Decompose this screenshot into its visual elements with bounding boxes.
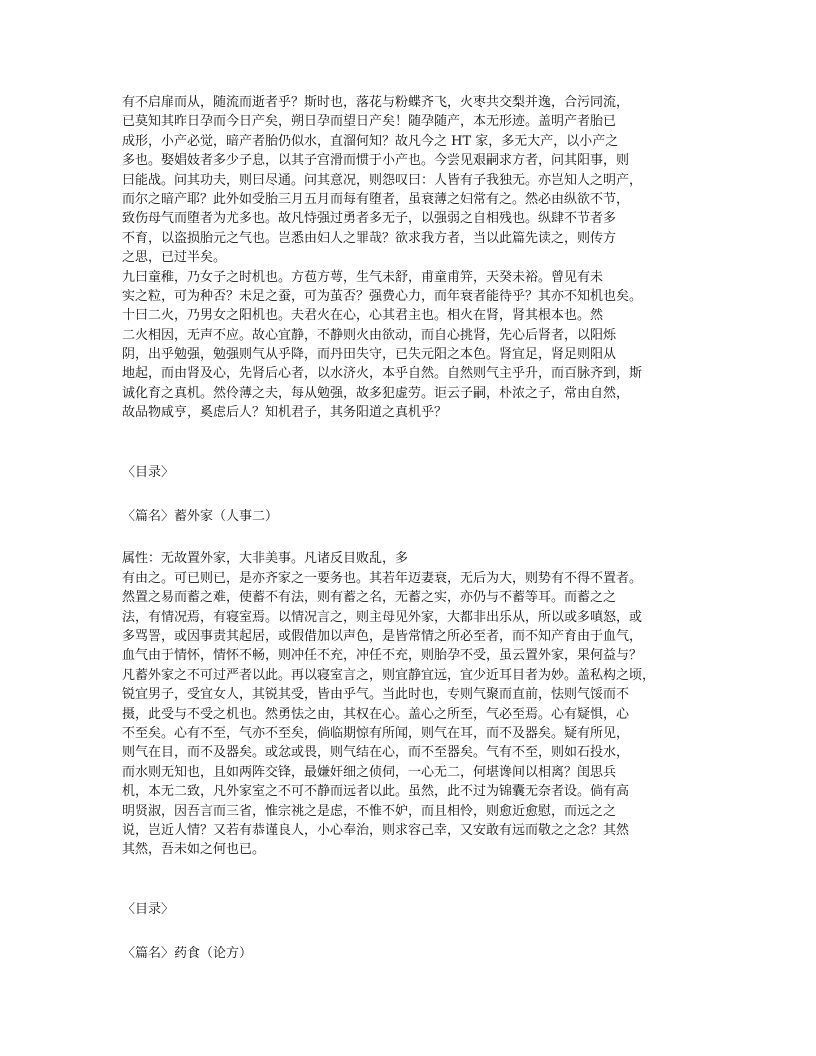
text-line: 机，本无二致，凡外家室之不可不静而远者以此。虽然，此不过为锦囊无奈者设。倘有高 xyxy=(122,784,630,800)
text-line: 有不启扉而从，随流而逝者乎？斯时也，落花与粉蝶齐飞，火枣共交梨并逸，合污同流， xyxy=(122,95,630,110)
text-line: 二火相因，无声不应。故心宜静，不静则火由欲动，而自心挑肾，先心后肾者，以阳烁 xyxy=(122,327,617,343)
text-line: 而尔之暗产耶？此外如受胎三月五月而每有堕者，虽衰薄之妇常有之。然必由纵欲不节， xyxy=(122,191,630,207)
text-line: 致伤母气而堕者为尤多也。故凡恃强过勇者多无子，以强弱之自相残也。纵肆不节者多 xyxy=(122,211,617,227)
text-line: 凡蓄外家之不可过严者以此。再以寝室言之，则宜静宜远，宜少近耳目者为妙。盖私构之顷， xyxy=(122,667,656,683)
text-line: 故品物咸亨，奚虑后人？知机君子，其务阳道之真机乎？ xyxy=(122,405,448,421)
text-line: 阴，出乎勉强，勉强则气从乎降，而丹田失守，已失元阳之本色。肾宜足，肾足则阳从 xyxy=(122,347,617,363)
text-line: 则气在目，而不及器矣。或忿或畏，则气结在心，而不至器矣。气有不至，则如石投水， xyxy=(122,745,630,761)
document-page xyxy=(122,93,722,963)
text-line: 然置之易而蓄之难，使蓄不有法，则有蓄之名，无蓄之实，亦仍与不蓄等耳。而蓄之之 xyxy=(122,590,617,606)
text-line: 九曰童稚，乃女子之时机也。方苞方萼，生气未舒，甫童甫笄，天癸未裕。曾见有未 xyxy=(122,269,604,285)
text-line: 曰能战。问其功夫，则曰尽通。问其意况，则怨叹曰：人皆有子我独无。亦岂知人之明产， xyxy=(122,172,643,188)
text-line: 成形，小产必觉，暗产者胎仍似水，直溜何知？故凡今之 HT 家，多无大产，以小产之 xyxy=(122,133,619,149)
text-line: 有由之。可已则已，是亦齐家之一要务也。其若年迈妻衰，无后为大，则势有不得不置者。 xyxy=(122,570,643,586)
text-line: 之思，已过半矣。 xyxy=(122,250,227,266)
text-line: 不至矣。心有不至，气亦不至矣，倘临期惊有所闻，则气在耳，而不及器矣。疑有所见， xyxy=(122,725,630,741)
text-line: 其然，吾未如之何也已。 xyxy=(122,842,266,858)
text-line: 摄，此受与不受之机也。然勇怯之由，其权在心。盖心之所至，气必至焉。心有疑惧，心 xyxy=(122,706,630,722)
section-2-text xyxy=(122,549,722,859)
chapter-title: 〈篇名〉药食（论方） xyxy=(122,946,253,962)
text-line: 十曰二火，乃男女之阳机也。夫君火在心，心其君主也。相火在肾，肾其根本也。然 xyxy=(122,308,604,324)
text-line: 多也。娶娼妓者多少子息，以其子宫滑而惯于小产也。今尝见艰嗣求方者，问其阳事，则 xyxy=(122,153,630,169)
text-line: 锐宜男子，受宜女人，其锐其受，皆由乎气。当此时也，专则气聚而直前，怯则气馁而不 xyxy=(122,687,630,703)
text-line: 明贤淑，因吾言而三省，惟宗祧之是虑，不惟不妒，而且相怜，则愈近愈慰，而远之之 xyxy=(122,803,617,819)
text-line: 属性：无故置外家，大非美事。凡诸反目败乱，多 xyxy=(122,551,409,567)
section-1-text xyxy=(122,93,722,423)
text-line: 法，有情况焉，有寝室焉。以情况言之，则主母见外家，大都非出乐从，所以或多嗔怒，或 xyxy=(122,609,643,625)
text-line: 诚化育之真机。然伶薄之夫，每从勉强，故多犯虚劳。讵云子嗣，朴浓之子，常由自然， xyxy=(122,385,630,401)
toc-link[interactable]: 〈目录〉 xyxy=(122,464,175,480)
text-line: 血气由于情怀，情怀不畅，则冲任不充，冲任不充，则胎孕不受，虽云置外家，果何益与？ xyxy=(122,648,643,664)
text-line: 地起，而由肾及心，先肾后心者，以水济火，本乎自然。自然则气主乎升，而百脉齐到，斯 xyxy=(122,366,643,382)
chapter-title: 〈篇名〉蓄外家（人事二） xyxy=(122,509,279,525)
toc-link[interactable]: 〈目录〉 xyxy=(122,901,175,917)
text-line: 而水则无知也，且如两阵交锋，最嫌奸细之侦伺，一心无二，何堪谗间以相离？闺思兵 xyxy=(122,764,617,780)
text-line: 不育，以盗损胎元之气也。岂悉由妇人之罪哉？欲求我方者，当以此篇先读之，则传方 xyxy=(122,230,617,246)
text-line: 已莫知其昨日孕而今日产矣，朔日孕而望日产矣！随孕随产，本无形迹。盖明产者胎已 xyxy=(122,114,617,130)
text-line: 多骂詈，或因事责其起居，或假借加以声色，是皆常情之所必至者，而不知产育由于血气， xyxy=(122,628,643,644)
text-line: 说，岂近人情？又若有恭谨良人，小心奉治，则求容己幸，又安敢有远而敬之之念？其然 xyxy=(122,822,630,838)
text-line: 实之粒，可为种否？未足之蚕，可为茧否？强费心力，而年衰者能待乎？其亦不知机也矣。 xyxy=(122,288,643,304)
